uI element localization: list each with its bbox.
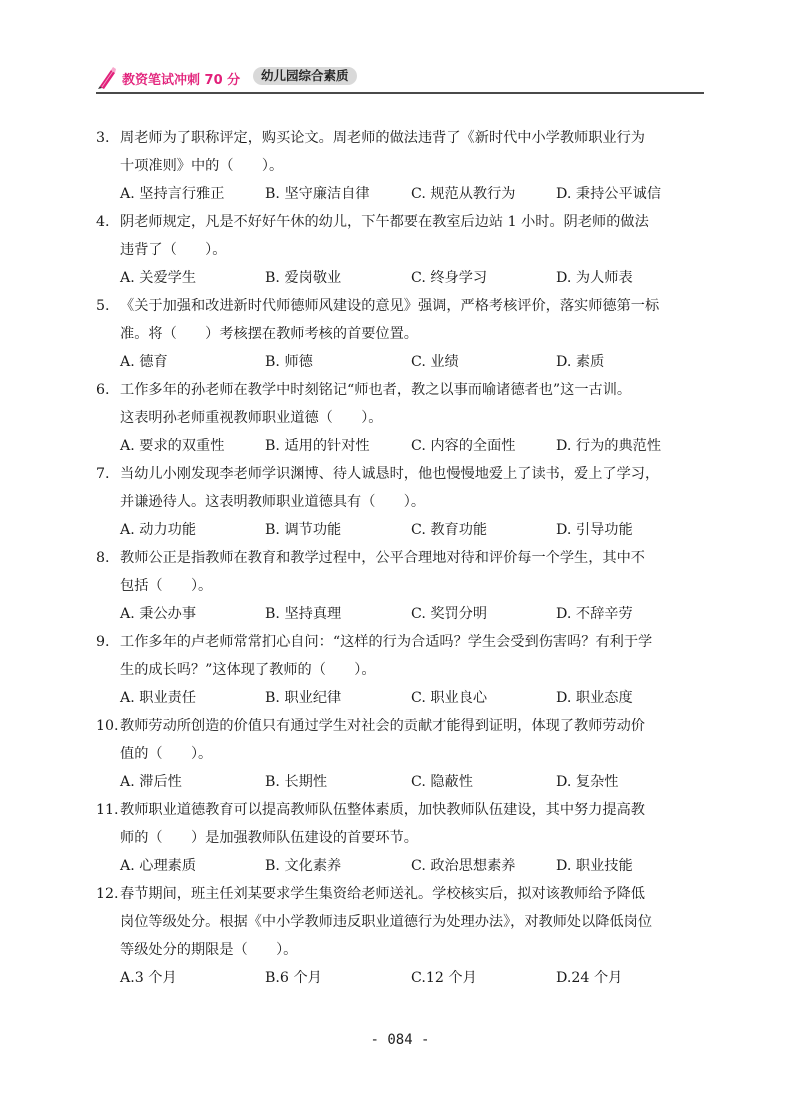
question-item: [96, 376, 706, 460]
question-text: 并谦逊待人。这表明教师职业道德具有（ ）。: [120, 494, 426, 510]
question-text: 生的成长吗？”这体现了教师的（ ）。: [120, 662, 376, 678]
question-text-line: [96, 404, 706, 432]
answer-option-a: A. 要求的双重性: [120, 438, 225, 454]
answer-option-b: B. 职业纪律: [265, 690, 342, 706]
answer-option-d: D. 为人师表: [556, 270, 633, 286]
answer-option-c: C. 业绩: [411, 354, 459, 370]
answer-option-c: C. 内容的全面性: [411, 438, 516, 454]
answer-option-a: A. 职业责任: [120, 690, 197, 706]
question-number: 12.: [96, 886, 119, 902]
question-text-line: [96, 880, 706, 908]
question-text: 这表明孙老师重视教师职业道德（ ）。: [120, 410, 383, 426]
answer-option-b: B. 爱岗敬业: [265, 270, 342, 286]
answer-option-a: A. 秉公办事: [120, 606, 197, 622]
question-text: 教师公正是指教师在教育和教学过程中，公平合理地对待和评价每一个学生，其中不: [120, 550, 645, 566]
question-number: 5.: [96, 298, 110, 314]
question-item: [96, 712, 706, 796]
question-text-line: [96, 488, 706, 516]
question-text: 当幼儿小刚发现李老师学识渊博、待人诚恳时，他也慢慢地爱上了读书，爱上了学习，: [120, 466, 660, 482]
answer-option-d: D. 复杂性: [556, 774, 619, 790]
answer-option-a: A. 坚持言行雅正: [120, 186, 225, 202]
question-item: [96, 124, 706, 208]
question-text: 春节期间，班主任刘某要求学生集资给老师送礼。学校核实后，拟对该教师给予降低: [120, 886, 645, 902]
question-text-line: [96, 152, 706, 180]
answer-options: [96, 180, 706, 208]
answer-option-c: C. 终身学习: [411, 270, 488, 286]
page-header: [96, 66, 704, 94]
answer-option-d: D. 引导功能: [556, 522, 633, 538]
answer-options: [96, 852, 706, 880]
answer-option-a: A. 德育: [120, 354, 168, 370]
question-list: [96, 124, 706, 992]
question-text-line: [96, 796, 706, 824]
question-text-line: [96, 124, 706, 152]
answer-option-b: B. 坚持真理: [265, 606, 342, 622]
question-number: 7.: [96, 466, 110, 482]
question-item: [96, 796, 706, 880]
question-text: 工作多年的孙老师在教学中时刻铭记“师也者，教之以事而喻诸德者也”这一古训。: [120, 382, 632, 398]
question-item: [96, 880, 706, 992]
question-text-line: [96, 628, 706, 656]
page-number: - 084 -: [370, 1032, 430, 1048]
answer-option-b: B. 长期性: [265, 774, 328, 790]
header-title: 教资笔试冲刺 70 分: [122, 73, 241, 88]
answer-option-d: D. 职业态度: [556, 690, 633, 706]
answer-option-c: C. 职业良心: [411, 690, 488, 706]
answer-options: [96, 768, 706, 796]
question-text: 工作多年的卢老师常常扪心自问：“这样的行为合适吗？学生会受到伤害吗？有利于学: [120, 634, 653, 650]
question-item: [96, 292, 706, 376]
answer-option-d: D. 不辞辛劳: [556, 606, 633, 622]
answer-option-b: B.6 个月: [265, 970, 322, 986]
question-text-line: [96, 236, 706, 264]
question-item: [96, 460, 706, 544]
question-item: [96, 544, 706, 628]
question-text: 周老师为了职称评定，购买论文。周老师的做法违背了《新时代中小学教师职业行为: [120, 130, 645, 146]
question-number: 3.: [96, 130, 110, 146]
answer-option-c: C. 隐蔽性: [411, 774, 473, 790]
question-text: 《关于加强和改进新时代师德师风建设的意见》强调，严格考核评价，落实师德第一标: [120, 298, 660, 314]
answer-option-d: D. 职业技能: [556, 858, 633, 874]
answer-option-c: C. 教育功能: [411, 522, 488, 538]
question-text: 等级处分的期限是（ ）。: [120, 942, 298, 958]
answer-option-b: B. 调节功能: [265, 522, 342, 538]
pencil-icon: [96, 66, 116, 90]
answer-option-c: C. 奖罚分明: [411, 606, 488, 622]
question-text: 教师职业道德教育可以提高教师队伍整体素质，加快教师队伍建设，其中努力提高教: [120, 802, 645, 818]
question-text: 包括（ ）。: [120, 578, 213, 594]
question-text: 岗位等级处分。根据《中小学教师违反职业道德行为处理办法》，对教师处以降低岗位: [120, 914, 653, 930]
answer-option-b: B. 师德: [265, 354, 313, 370]
question-text: 阴老师规定，凡是不好好午休的幼儿，下午都要在教室后边站 1 小时。阴老师的做法: [120, 214, 649, 230]
answer-option-a: A. 动力功能: [120, 522, 197, 538]
question-text: 教师劳动所创造的价值只有通过学生对社会的贡献才能得到证明，体现了教师劳动价: [120, 718, 645, 734]
question-text-line: [96, 936, 706, 964]
question-text-line: [96, 712, 706, 740]
answer-options: [96, 348, 706, 376]
question-item: [96, 208, 706, 292]
question-text-line: [96, 656, 706, 684]
question-text-line: [96, 572, 706, 600]
question-number: 11.: [96, 802, 119, 818]
question-text: 十项准则》中的（ ）。: [120, 158, 284, 174]
question-text: 违背了（ ）。: [120, 242, 227, 258]
answer-option-a: A. 关爱学生: [120, 270, 197, 286]
question-number: 8.: [96, 550, 110, 566]
header-section-tag: 幼儿园综合素质: [253, 67, 357, 85]
answer-option-b: B. 文化素养: [265, 858, 342, 874]
question-number: 9.: [96, 634, 110, 650]
answer-options: [96, 684, 706, 712]
answer-option-d: D.24 个月: [556, 970, 623, 986]
question-text: 师的（ ）是加强教师队伍建设的首要环节。: [120, 830, 418, 846]
answer-options: [96, 264, 706, 292]
question-text-line: [96, 908, 706, 936]
answer-option-d: D. 行为的典范性: [556, 438, 662, 454]
question-text: 准。将（ ）考核摆在教师考核的首要位置。: [120, 326, 418, 342]
question-text-line: [96, 292, 706, 320]
answer-option-c: C.12 个月: [411, 970, 477, 986]
answer-option-c: C. 政治思想素养: [411, 858, 516, 874]
question-text-line: [96, 740, 706, 768]
answer-option-d: D. 秉持公平诚信: [556, 186, 662, 202]
question-number: 6.: [96, 382, 110, 398]
answer-option-b: B. 坚守廉洁自律: [265, 186, 370, 202]
answer-option-d: D. 素质: [556, 354, 605, 370]
question-text-line: [96, 376, 706, 404]
question-item: [96, 628, 706, 712]
question-text-line: [96, 544, 706, 572]
question-text-line: [96, 824, 706, 852]
answer-option-a: A. 心理素质: [120, 858, 197, 874]
question-text-line: [96, 208, 706, 236]
answer-options: [96, 600, 706, 628]
answer-options: [96, 432, 706, 460]
question-text-line: [96, 320, 706, 348]
answer-option-b: B. 适用的针对性: [265, 438, 370, 454]
question-number: 4.: [96, 214, 110, 230]
answer-option-a: A.3 个月: [120, 970, 177, 986]
question-number: 10.: [96, 718, 119, 734]
question-text: 值的（ ）。: [120, 746, 213, 762]
answer-option-c: C. 规范从教行为: [411, 186, 516, 202]
answer-options: [96, 516, 706, 544]
question-text-line: [96, 460, 706, 488]
answer-option-a: A. 滞后性: [120, 774, 182, 790]
answer-options: [96, 964, 706, 992]
